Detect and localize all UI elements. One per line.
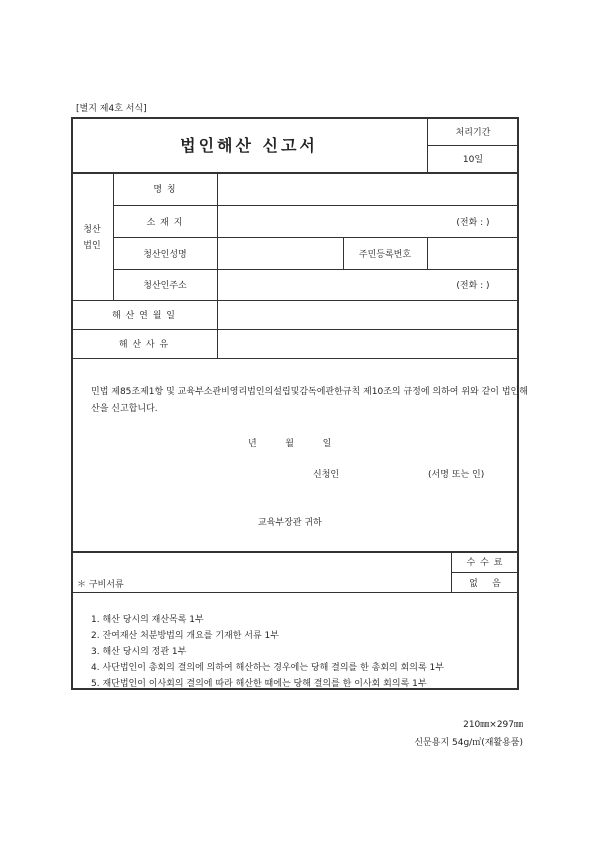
phone-label-2: (전화 : ): [456, 281, 490, 291]
location-label: 소 재 지: [146, 217, 184, 228]
phone-label: (전화 : ): [456, 217, 490, 228]
resident-number-label: 주민등록번호: [358, 249, 412, 260]
addressee: 교육부장관 귀하: [258, 518, 322, 528]
resident-number-field[interactable]: [427, 237, 519, 269]
form-number: [별지 제4호 서식]: [76, 104, 147, 114]
fee-label: 수 수 료: [466, 558, 504, 568]
dissolution-reason-field[interactable]: [217, 329, 519, 358]
required-doc-item: 5. 재단법인이 이사회의 결의에 따라 해산한 때에는 당해 결의를 한 이사회 회의록 1부: [91, 679, 427, 689]
paper-type: 신문용지 54g/㎡(재활용품): [414, 738, 523, 748]
paper-size: 210㎜×297㎜: [463, 720, 523, 730]
dissolution-date-field[interactable]: [217, 300, 519, 329]
name-field[interactable]: [217, 172, 519, 205]
form-title: 법인해산 신고서: [180, 136, 318, 155]
required-doc-item: 4. 사단법인이 총회의 결의에 의하여 해산하는 경우에는 당해 결의를 한 총회의 회의록 1부: [91, 663, 444, 673]
liquidator-address-label: 청산인주소: [143, 281, 187, 291]
applicant-label: 신청인: [313, 470, 340, 480]
liquidator-name-label: 청산인성명: [143, 249, 187, 260]
group-label-line-1: 청산: [83, 225, 101, 235]
name-label: 명 칭: [153, 185, 177, 195]
group-label-line-2: 법인: [83, 241, 101, 251]
processing-period-value: 10일: [462, 155, 484, 165]
required-doc-item: 1. 해산 당시의 재산목록 1부: [91, 615, 204, 625]
location-field[interactable]: [217, 205, 427, 237]
date-line: 년 월 일: [248, 439, 332, 449]
liquidator-name-field[interactable]: [217, 237, 343, 269]
dissolution-date-label: 해 산 연 월 일: [112, 311, 176, 321]
required-docs-label: ＊ 구비서류: [77, 580, 124, 590]
dissolution-reason-label: 해 산 사 유: [118, 340, 170, 350]
declaration-text: 민법 제85조제1항 및 교육부소관비영리법인의설립및감독에관한규칙 제10조의 규정에 의하여 위와 같이 법인해산을 신고합니다.: [91, 387, 528, 414]
required-doc-item: 3. 해산 당시의 정관 1부: [91, 647, 187, 657]
signature-label: (서명 또는 인): [428, 470, 485, 480]
required-doc-item: 2. 잔여재산 처분방법의 개요를 기재한 서류 1부: [91, 631, 279, 641]
processing-period-label: 처리기간: [455, 127, 491, 138]
liquidator-address-field[interactable]: [217, 269, 427, 300]
fee-value: 없 음: [469, 578, 501, 589]
liquidation-corp-group-label: [71, 222, 113, 254]
